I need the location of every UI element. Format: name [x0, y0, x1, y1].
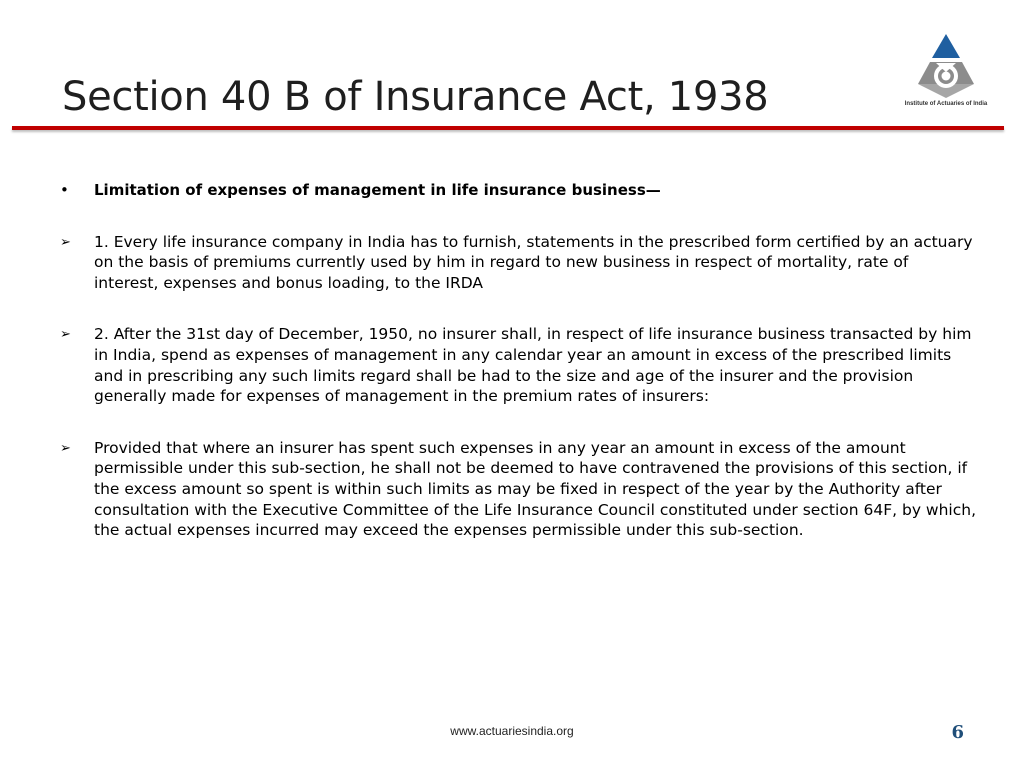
title-underline: [12, 126, 1004, 130]
list-item: [56, 324, 976, 406]
section-heading: [56, 180, 976, 201]
arrow-bullet-icon: ➢: [60, 234, 71, 250]
footer-url: www.actuariesindia.org: [450, 724, 574, 738]
iai-triangle-logo-icon: [914, 32, 978, 100]
slide-content: [56, 180, 976, 572]
arrow-bullet-icon: ➢: [60, 327, 71, 343]
logo-caption: Institute of Actuaries of India: [904, 101, 988, 107]
arrow-bullet-icon: ➢: [60, 440, 71, 456]
list-item-text: 1. Every life insurance company in India has to furnish, statements in the prescribed form certified by an actuary on the basis of premiums currently used by him in regard to new business in respect of mortality, rate of interest, expenses and bonus loading, to the IRDA: [94, 232, 973, 292]
list-item-text: 2. After the 31st day of December, 1950, no insurer shall, in respect of life insurance business transacted by him in India, spend as expenses of management in any calendar year an amount in excess of the prescribed limits and in prescribing any such limits regard shall be had to the size and age of the insurer and the provision generally made for expenses of management in the premium rates of insurers:: [94, 325, 972, 406]
list-item: [56, 438, 976, 541]
bullet-dot-icon: •: [60, 181, 69, 199]
institute-logo: [896, 32, 996, 114]
slide-title: Section 40 B of Insurance Act, 1938: [62, 74, 769, 120]
page-number: 6: [951, 722, 964, 743]
list-item: [56, 232, 976, 294]
list-item-text: Provided that where an insurer has spent such expenses in any year an amount in excess of the amount permissible under this sub-section, he shall not be deemed to have contravened the provisions of this section, if the excess amount so spent is within such limits as may be fixed in respect of the year by the Authority after consultation with the Executive Committee of the Life Insurance Council constituted under section 64F, by which, the actual expenses incurred may exceed the expenses permissible under this sub-section.: [94, 438, 976, 540]
section-heading-text: Limitation of expenses of management in life insurance business—: [94, 181, 661, 199]
